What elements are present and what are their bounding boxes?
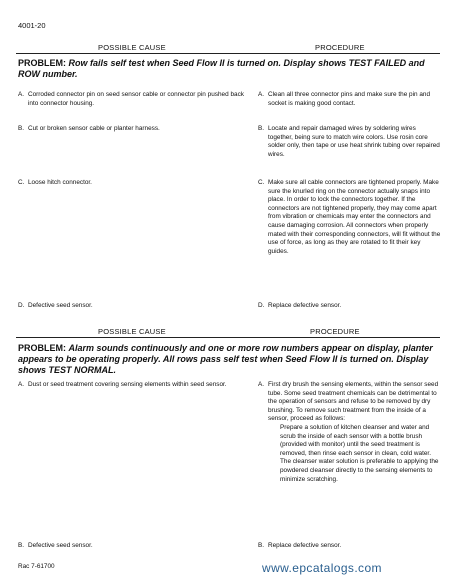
item-letter: D.	[18, 302, 25, 309]
cause-item	[18, 91, 244, 108]
cause-text: Defective seed sensor.	[28, 302, 93, 309]
problem-label: PROBLEM:	[18, 343, 66, 353]
cause-text: Cut or broken sensor cable or planter harness.	[28, 125, 160, 132]
cause-text: Corroded connector pin on seed sensor cable or connector pin pushed back into connector housing.	[28, 91, 244, 107]
procedure-header: PROCEDURE	[310, 327, 360, 336]
cause-text: Dust or seed treatment covering sensing elements within seed sensor.	[28, 381, 227, 388]
procedure-header: PROCEDURE	[315, 43, 365, 52]
page-number: 4001-20	[18, 21, 46, 30]
procedure-subtext: Prepare a solution of kitchen cleanser and water and scrub the inside of each sensor with a bottle brush (provided with monitor) until the seed treatment is removed, then rinse each sensor in clean, cold water. The cleanser water solution is preferable to applying the powdered cleanser directly to the sensing elements to minimize scratching.	[280, 423, 439, 483]
problem-statement	[18, 343, 438, 376]
item-letter: A.	[258, 381, 265, 388]
cause-item	[18, 179, 244, 188]
problem-text: Alarm sounds continuously and one or more row numbers appear on display, planter appears to be operating properly. All rows pass self test when Seed Flow II is turned on. Display shows TEST NORMAL.	[18, 343, 433, 375]
possible-cause-header: POSSIBLE CAUSE	[98, 327, 166, 336]
item-letter: A.	[258, 91, 265, 98]
cause-text: Loose hitch connector.	[28, 179, 92, 186]
item-letter: A.	[18, 91, 25, 98]
item-letter: D.	[258, 302, 265, 309]
procedure-text: Locate and repair damaged wires by soldering wires together, being sure to match wire colors. Use rosin core solder only, then tape or use heat shrink tubing over repaired wires.	[268, 125, 440, 158]
problem-statement	[18, 58, 438, 80]
problem-label: PROBLEM:	[18, 58, 66, 68]
procedure-text: First dry brush the sensing elements, within the sensor seed tube. Some seed treatment chemicals can be detrimental to the operation of sensors and refuse to be removed by dry brushing. To remove such treatment from the inside of a sensor, proceed as follows:	[268, 381, 439, 423]
section-rule	[16, 53, 440, 54]
item-letter: B.	[258, 542, 265, 549]
cause-text: Defective seed sensor.	[28, 542, 93, 549]
item-letter: A.	[18, 381, 25, 388]
possible-cause-header: POSSIBLE CAUSE	[98, 43, 166, 52]
procedure-text: Replace defective sensor.	[268, 302, 342, 309]
procedure-item	[258, 179, 442, 256]
cause-item	[18, 381, 244, 390]
item-letter: C.	[258, 179, 265, 186]
footer-code: Rac 7-61700	[18, 563, 55, 570]
procedure-item	[258, 125, 442, 159]
item-letter: B.	[18, 125, 25, 132]
procedure-text: Clean all three connector pins and make sure the pin and socket is making good contact.	[268, 91, 430, 107]
watermark-link[interactable]: www.epcatalogs.com	[262, 561, 382, 575]
cause-item	[18, 125, 244, 134]
procedure-text: Replace defective sensor.	[268, 542, 342, 549]
procedure-item	[258, 381, 442, 484]
cause-item	[18, 302, 244, 311]
item-letter: B.	[258, 125, 265, 132]
cause-item	[18, 542, 244, 551]
procedure-text: Make sure all cable connectors are tightened properly. Make sure the knurled ring on the connector actually snaps into place. In order to lock the connectors together. If the connectors are not tightened properly, they may come apart from vibration or chemicals may enter the connectors and cause damaging corrosion. All connectors when properly mated with their corresponding connectors, will fit without the use of force, as long as they are rotated to fit their key guides.	[268, 179, 441, 255]
item-letter: C.	[18, 179, 25, 186]
procedure-item	[258, 91, 442, 108]
problem-text: Row fails self test when Seed Flow II is turned on. Display shows TEST FAILED and ROW number.	[18, 58, 425, 79]
item-letter: B.	[18, 542, 25, 549]
section-rule	[16, 337, 440, 338]
procedure-item	[258, 302, 442, 311]
procedure-item	[258, 542, 442, 551]
